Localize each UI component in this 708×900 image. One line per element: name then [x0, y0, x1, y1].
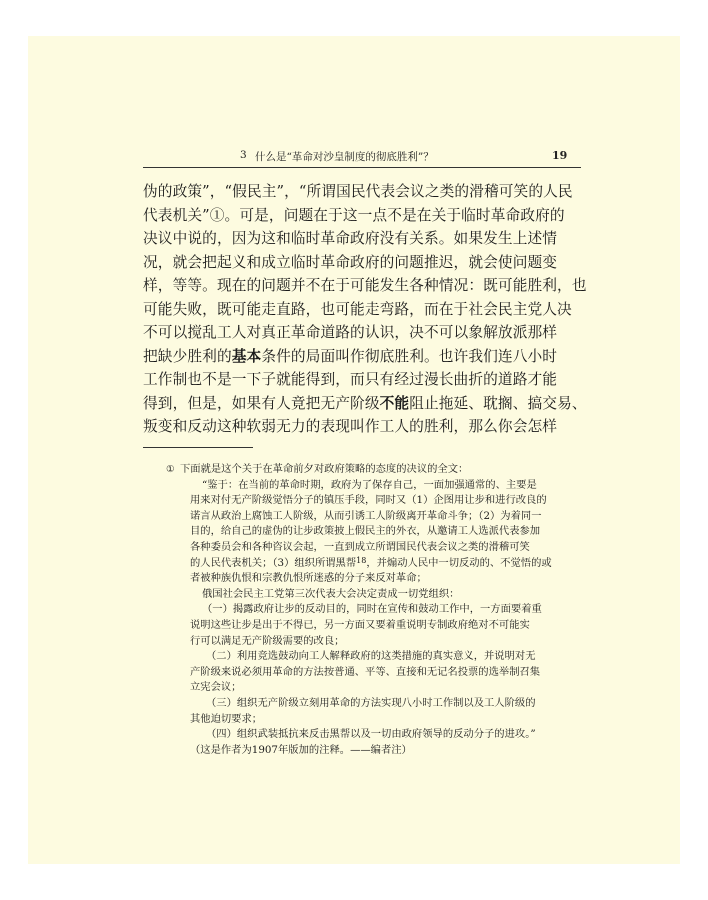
footnote-line: [166, 602, 586, 618]
body-line: 叛变和反动这种软弱无力的表现叫作工人的胜利，那么你会怎样: [143, 418, 558, 435]
body-line: 况，就会把起义和成立临时革命政府的问题推迟，就会使问题变: [143, 253, 558, 271]
chapter-number: 3: [240, 149, 247, 161]
footnote-first-line: [166, 462, 586, 478]
footnote-line: [166, 743, 586, 759]
body-line: 伪的政策”，“假民主”，“所谓国民代表会议之类的滑稽可笑的人民: [143, 183, 573, 200]
body-line: 决议中说的，因为这和临时革命政府没有关系。如果发生上述情: [143, 230, 558, 247]
footnote-line-text: （二）利用竞选鼓动向工人解释政府的这类措施的真实意义，并说明对无: [206, 650, 536, 663]
footnote-line: [166, 478, 586, 494]
footnote-line-text: 各种委员会和各种咨议会起，一直到成立所谓国民代表会议之类的滑稽可笑: [190, 540, 530, 553]
footnote-line: [166, 634, 586, 650]
footnote-line: [166, 680, 586, 696]
footnote-line-text: ，并煽动人民中一切反动的、不觉悟的或: [366, 556, 552, 569]
footnote-line: [166, 524, 586, 540]
body-line-text: 把缺少胜利的: [143, 347, 232, 365]
footnote-line: [166, 540, 586, 556]
footnote-line-text: 其他迫切要求；: [190, 712, 263, 725]
footnote-line-text: 说明这些让步是出于不得已，另一方面又要着重说明专制政府绝对不可能实: [190, 618, 530, 631]
footnote-line: [166, 618, 586, 634]
footnote-line-text: （四）组织武装抵抗来反击黑帮以及一切由政府领导的反动分子的进攻。”: [206, 728, 536, 741]
footnote-line: [166, 712, 586, 728]
footnote-line: [166, 509, 586, 525]
footnote-line-text: 立宪会议；: [190, 681, 242, 694]
footnote-line-text: 诺言从政治上腐蚀工人阶级，从而引诱工人阶级离开革命斗争；（2）为着同一: [190, 509, 542, 522]
running-header: [240, 148, 550, 164]
footnote-line: [166, 587, 586, 603]
body-line: [143, 204, 583, 228]
footnote-line: [166, 727, 586, 743]
header-rule: [143, 167, 581, 168]
footnote-line: [166, 571, 586, 587]
footnote-rule: [143, 447, 253, 448]
chapter-title: 什么是“革命对沙皇制度的彻底胜利”？: [255, 151, 434, 163]
body-line: 不可以搅乱工人对真正革命道路的认识，决不可以象解放派那样: [143, 324, 558, 341]
body-line: [143, 345, 583, 369]
footnote-line-text: 产阶级来说必须用革命的方法按普通、平等、直接和无记名投票的选举制召集: [190, 665, 541, 678]
footnote-line-text: （一）揭露政府让步的反动目的，同时在宣传和鼓动工作中，一方面要着重: [202, 603, 542, 616]
body-text: [143, 180, 587, 439]
footnote-line-text: “鉴于：在当前的革命时期，政府为了保存自己，一面加强通常的、主要是: [202, 478, 537, 491]
body-line: [143, 392, 587, 416]
body-line: 工作制也不是一下子就能得到，而只有经过漫长曲折的道路才能: [143, 371, 558, 388]
footnote-line: [166, 649, 586, 665]
footnote-line-text: （三）组织无产阶级立刻用革命的方法实现八小时工作制以及工人阶级的: [206, 696, 536, 709]
footnote-line: [166, 696, 586, 712]
emphasis-text: 不能: [379, 394, 410, 412]
body-line-text: 得到，但是，如果有人竟把无产阶级: [143, 394, 380, 412]
body-line-text: 代表机关”①。可是，问题在于这一点不是在关于临时革命政府的: [143, 206, 565, 224]
body-line-text: 条件的局面叫作彻底胜利。也许我们连八小时: [261, 347, 558, 365]
footnote-line: [166, 556, 586, 572]
footnote-marker: ①: [166, 464, 175, 475]
footnote-line-text: 目的，给自己的虚伪的让步政策披上假民主的外衣，从邀请工人选派代表参加: [190, 525, 541, 538]
page-number: 19: [552, 149, 568, 162]
body-line: 可能失败，既可能走直路，也可能走弯路，而在于社会民主党人决: [143, 300, 572, 318]
body-line: 样，等等。现在的问题并不在于可能发生各种情况：既可能胜利，也: [143, 277, 587, 294]
footnote-line-text: 俄国社会民主工党第三次代表大会决定责成一切党组织：: [202, 587, 460, 600]
footnote-line: [166, 665, 586, 681]
footnote-line-text: 的人民代表机关；（3）组织所谓黑帮: [190, 556, 357, 569]
footnote-line-text: 用来对付无产阶级觉悟分子的镇压手段，同时又（1）企图用让步和进行改良的: [190, 494, 547, 507]
body-line-text: 阻止拖延、耽搁、搞交易、: [409, 394, 587, 412]
footnote-intro: 下面就是这个关于在革命前夕对政府策略的态度的决议的全文：: [180, 463, 469, 475]
footnote: [166, 462, 586, 758]
footnote-line-text: （这是作者为1907年版加的注释。——编者注）: [190, 743, 412, 756]
footnote-line-text: 者被种族仇恨和宗教仇恨所迷惑的分子来反对革命；: [190, 572, 427, 585]
footnote-lines: [166, 478, 586, 759]
reference-superscript: 18: [356, 555, 367, 565]
emphasis-text: 基本: [231, 347, 262, 365]
footnote-line: [166, 493, 586, 509]
footnote-line-text: 行可以满足无产阶级需要的改良；: [190, 634, 345, 647]
